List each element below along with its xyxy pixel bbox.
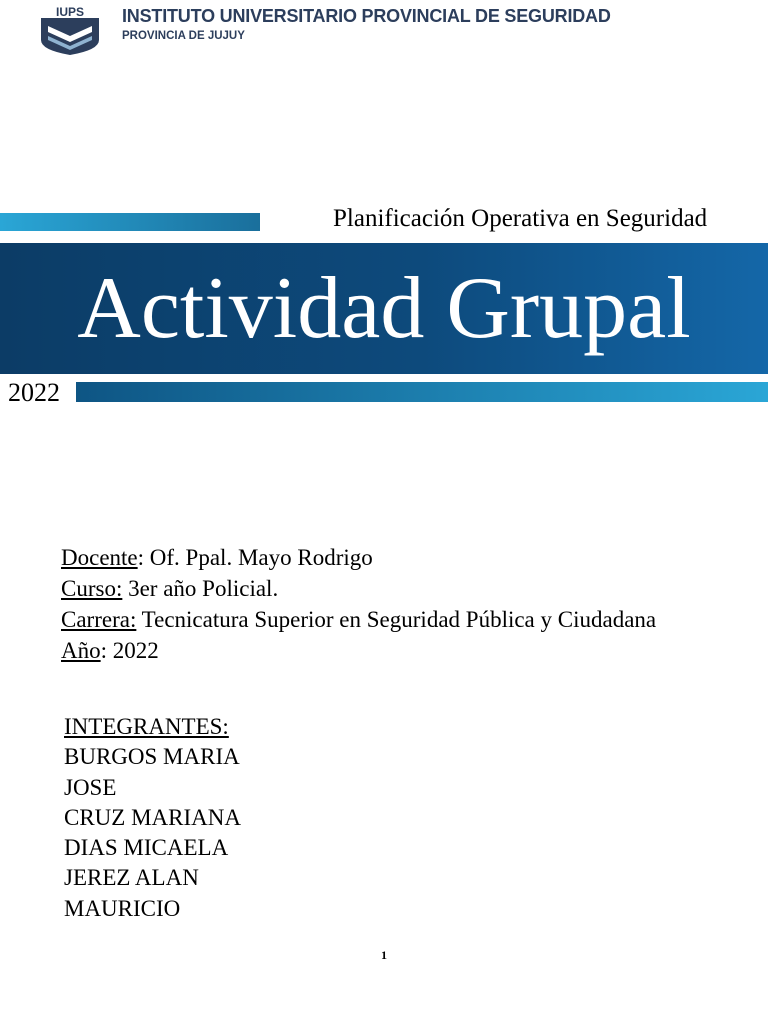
curso-row (61, 573, 721, 604)
curso-value: 3er año Policial. (122, 576, 279, 601)
member-name: CRUZ MARIANA (64, 804, 241, 830)
anio-value: : 2022 (100, 638, 159, 663)
docente-row (61, 542, 721, 573)
province-name: PROVINCIA DE JUJUY (122, 30, 245, 42)
top-accent-stripe (0, 213, 260, 231)
course-info (61, 542, 721, 666)
cover-title: Actividad Grupal (77, 260, 691, 357)
docente-label: Docente (61, 545, 138, 570)
subject-title: Planificación Operativa en Seguridad (333, 205, 708, 232)
logo-text: IUPS (55, 6, 85, 19)
member-name: DIAS MICAELA (64, 835, 229, 861)
carrera-value: Tecnicatura Superior en Seguridad Pública y Ciudadana (136, 607, 657, 632)
carrera-row (61, 604, 721, 635)
members-list (64, 712, 241, 924)
member-name: JOSE (64, 774, 117, 800)
bottom-accent-stripe (76, 382, 768, 402)
anio-label: Año (61, 638, 101, 663)
member-name: BURGOS MARIA (64, 744, 240, 770)
cover-year: 2022 (8, 378, 60, 407)
carrera-label: Carrera: (61, 607, 137, 632)
members-heading: INTEGRANTES: (64, 714, 229, 739)
anio-row (61, 635, 721, 666)
member-name: JEREZ ALAN (64, 865, 199, 891)
docente-value: : Of. Ppal. Mayo Rodrigo (137, 545, 373, 570)
member-name: MAURICIO (64, 895, 181, 921)
iups-logo (38, 6, 102, 56)
institution-name: INSTITUTO UNIVERSITARIO PROVINCIAL DE SEGURIDAD (122, 6, 611, 26)
page-number: 1 (381, 948, 387, 962)
curso-label: Curso: (61, 576, 123, 601)
